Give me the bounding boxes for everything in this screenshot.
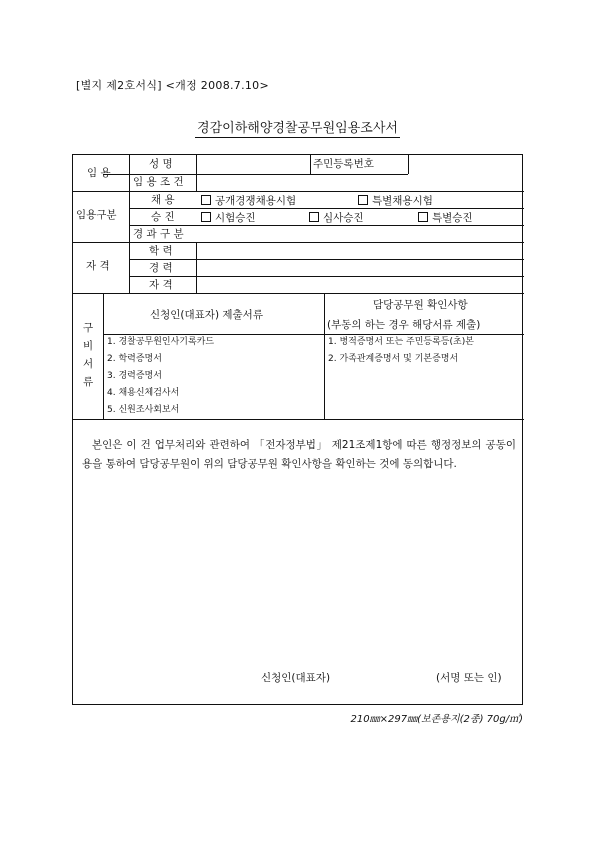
documents-section-char: 서 <box>83 358 94 370</box>
license-label: 자 격 <box>149 279 173 291</box>
officer-check-subheader: (부동의 하는 경우 해당서류 제출) <box>327 319 481 331</box>
applicant-docs-header: 신청인(대표자) 제출서류 <box>150 309 263 321</box>
officer-doc-item: 2. 가족관계증명서 및 기본증명서 <box>328 354 459 364</box>
promo-exam-checkbox[interactable]: 시험승진 <box>201 212 256 224</box>
transition-label: 경 과 구 분 <box>133 228 184 240</box>
document-title-text: 경감이하해양경찰공무원임용조사서 <box>197 121 398 136</box>
classification-section-label: 임용구분 <box>76 209 117 221</box>
documents-section-char: 구 <box>83 322 94 334</box>
promo-label: 승 진 <box>151 211 175 223</box>
rule <box>196 242 197 293</box>
consent-text: 본인은 이 건 업무처리와 관련하여 「전자정부법」 제21조제1항에 따른 행정정보의 공동이용을 통하여 담당공무원이 위의 담당공무원 확인사항을 확인하는 것에 동의합니다. <box>82 439 516 470</box>
signer-label: 신청인(대표자) <box>261 672 331 684</box>
rule <box>324 293 325 419</box>
checkbox-icon <box>358 195 368 205</box>
rule <box>103 334 524 335</box>
rule <box>129 225 524 226</box>
rrn-label: 주민등록번호 <box>313 158 374 170</box>
rule <box>129 259 524 260</box>
officer-doc-item: 1. 병적증명서 또는 주민등록등(초)본 <box>328 337 474 347</box>
paper-spec: 210㎜×297㎜(보존용지(2종) 70g/㎡) <box>350 714 523 725</box>
qualification-section-label: 자 격 <box>86 260 110 272</box>
checkbox-icon <box>309 212 319 222</box>
rule <box>103 174 408 175</box>
form-frame <box>72 154 523 705</box>
applicant-doc-item: 5. 신원조사회보서 <box>107 405 180 415</box>
hire-label: 채 용 <box>151 194 175 206</box>
hire-special-checkbox[interactable]: 특별채용시험 <box>358 195 433 207</box>
applicant-doc-item: 3. 경력증명서 <box>107 371 162 381</box>
appointment-section-label: 임 용 <box>87 167 111 179</box>
promo-special-checkbox[interactable]: 특별승진 <box>418 212 473 224</box>
rule <box>73 419 524 420</box>
applicant-doc-item: 2. 학력증명서 <box>107 354 162 364</box>
sign-hint: (서명 또는 인) <box>436 672 502 684</box>
rule <box>73 293 524 294</box>
rule <box>103 293 104 419</box>
conditions-label: 임 용 조 건 <box>133 176 184 188</box>
documents-section-char: 비 <box>83 340 94 352</box>
form-reference: [별지 제2호서식] <개정 2008.7.10> <box>76 79 269 92</box>
rule <box>196 155 197 191</box>
rule <box>408 155 409 174</box>
rule <box>129 155 130 293</box>
rule <box>129 276 524 277</box>
rule <box>129 208 524 209</box>
document-title <box>0 117 595 136</box>
promo-review-checkbox[interactable]: 심사승진 <box>309 212 364 224</box>
education-label: 학 력 <box>149 245 173 257</box>
rule <box>73 191 524 192</box>
applicant-doc-item: 1. 경찰공무원인사기록카드 <box>107 337 215 347</box>
checkbox-icon <box>418 212 428 222</box>
checkbox-icon <box>201 195 211 205</box>
rule <box>310 155 311 174</box>
career-label: 경 력 <box>149 262 173 274</box>
consent-statement <box>82 436 516 474</box>
documents-section-char: 류 <box>83 376 94 388</box>
hire-open-checkbox[interactable]: 공개경쟁채용시험 <box>201 195 296 207</box>
officer-check-header: 담당공무원 확인사항 <box>373 299 468 311</box>
name-label: 성 명 <box>149 158 173 170</box>
rule <box>73 242 524 243</box>
applicant-doc-item: 4. 채용신체검사서 <box>107 388 180 398</box>
checkbox-icon <box>201 212 211 222</box>
